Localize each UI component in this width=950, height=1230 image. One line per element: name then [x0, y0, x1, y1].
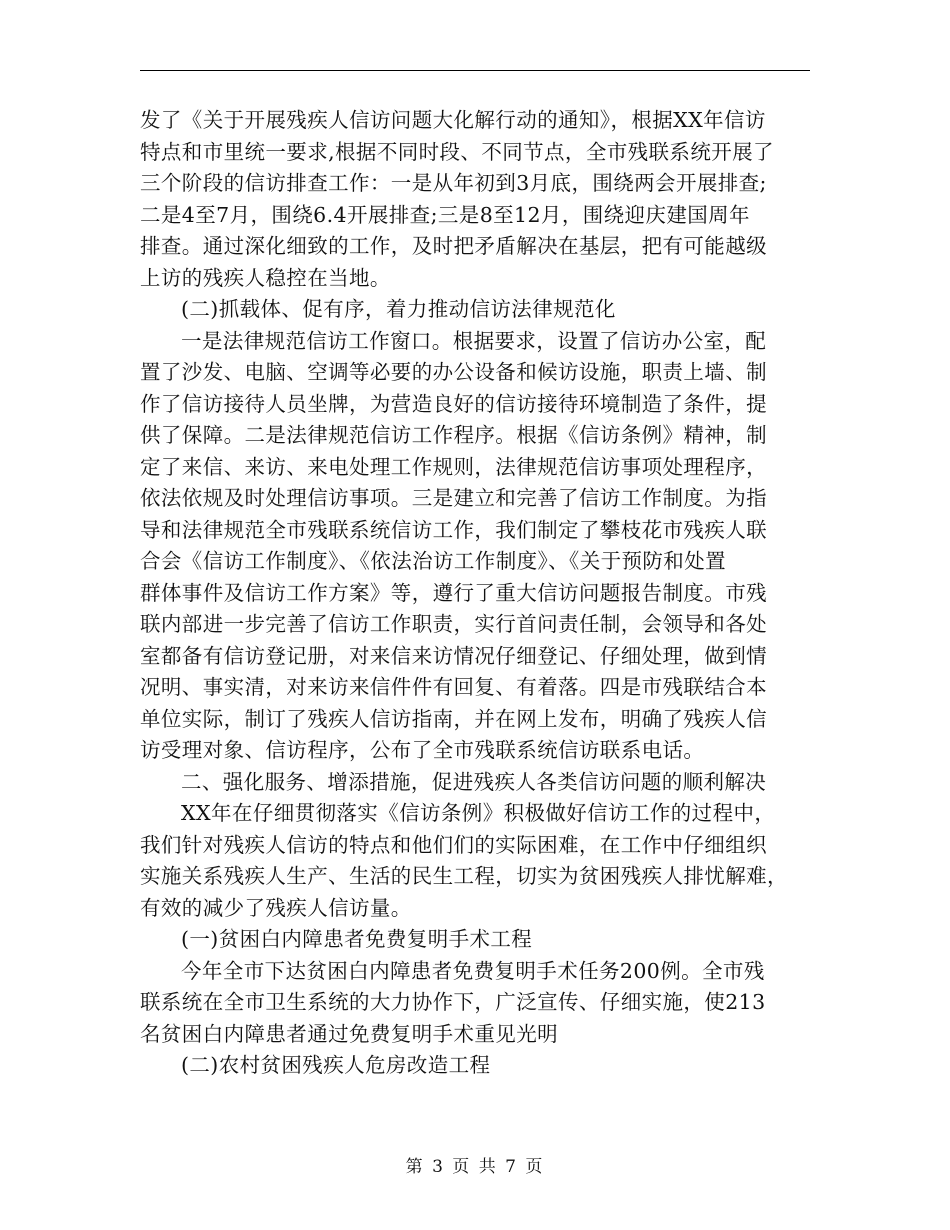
text-line: 发了《关于开展残疾人信访问题大化解行动的通知》，根据XX年信访: [140, 108, 766, 132]
text-line: 实施关系残疾人生产、生活的民生工程，切实为贫困残疾人排忧解难，: [140, 864, 788, 888]
text-line: 排查。通过深化细致的工作，及时把矛盾解决在基层，把有可能越级: [140, 234, 767, 258]
page-footer: 第 3 页 共 7 页: [405, 1157, 545, 1177]
text-line: 况明、事实清，对来访来信件件有回复、有着落。四是市残联结合本: [140, 675, 767, 699]
text-line: 联内部进一步完善了信访工作职责，实行首问责任制，会领导和各处: [140, 612, 767, 636]
text-line: 三个阶段的信访排查工作：一是从年初到3月底，围绕两会开展排查;: [140, 171, 767, 195]
text-line: (二)农村贫困残疾人危房改造工程: [181, 1053, 491, 1077]
text-line: 单位实际，制订了残疾人信访指南，并在网上发布，明确了残疾人信: [140, 706, 767, 731]
text-line: 置了沙发、电脑、空调等必要的办公设备和候访设施，职责上墙、制: [140, 360, 767, 384]
text-line: 作了信访接待人员坐牌，为营造良好的信访接待环境制造了条件，提: [140, 391, 767, 416]
text-line: 访受理对象、信访程序，公布了全市残联系统信访联系电话。: [140, 738, 705, 762]
document-body: [140, 105, 810, 1082]
text-line: 依法依规及时处理信访事项。三是建立和完善了信访工作制度。为指: [140, 486, 767, 510]
text-line: 联系统在全市卫生系统的大力协作下，广泛宣传、仔细实施，使213: [140, 990, 766, 1014]
text-line: 二是4至7月，围绕6.4开展排查;三是8至12月，围绕迎庆建国周年: [140, 202, 750, 227]
text-line: (二)抓载体、促有序，着力推动信访法律规范化: [181, 297, 616, 321]
text-line: 群体事件及信访工作方案》等，遵行了重大信访问题报告制度。市残: [140, 580, 767, 605]
text-line: 定了来信、来访、来电处理工作规则，法律规范信访事项处理程序，: [140, 454, 767, 479]
text-line: 有效的减少了残疾人信访量。: [140, 895, 412, 920]
text-line: 二、强化服务、增添措施，促进残疾人各类信访问题的顺利解决: [181, 769, 767, 794]
text-line: 合会《信访工作制度》、《依法治访工作制度》、《关于预防和处置: [140, 549, 726, 573]
text-line: 我们针对残疾人信访的特点和他们们的实际困难，在工作中仔细组织: [140, 832, 767, 857]
text-line: 室都备有信访登记册，对来信来访情况仔细登记、仔细处理，做到情: [140, 643, 767, 668]
text-line: 供了保障。二是法律规范信访工作程序。根据《信访条例》精神，制: [140, 423, 767, 447]
text-line: 名贫困白内障患者通过免费复明手术重见光明: [140, 1021, 558, 1046]
text-line: 导和法律规范全市残联系统信访工作，我们制定了攀枝花市残疾人联: [140, 517, 767, 542]
text-line: 上访的残疾人稳控在当地。: [140, 265, 391, 290]
text-line: (一)贫困白内障患者免费复明手术工程: [181, 927, 533, 951]
text-line: XX年在仔细贯彻落实《信访条例》积极做好信访工作的过程中，: [181, 801, 776, 825]
text-line: 特点和市里统一要求,根据不同时段、不同节点，全市残联系统开展了: [140, 139, 774, 164]
header-rule: [140, 70, 810, 71]
text-line: 一是法律规范信访工作窗口。根据要求，设置了信访办公室，配: [181, 328, 767, 353]
text-line: 今年全市下达贫困白内障患者免费复明手术任务200例。全市残: [181, 958, 765, 983]
